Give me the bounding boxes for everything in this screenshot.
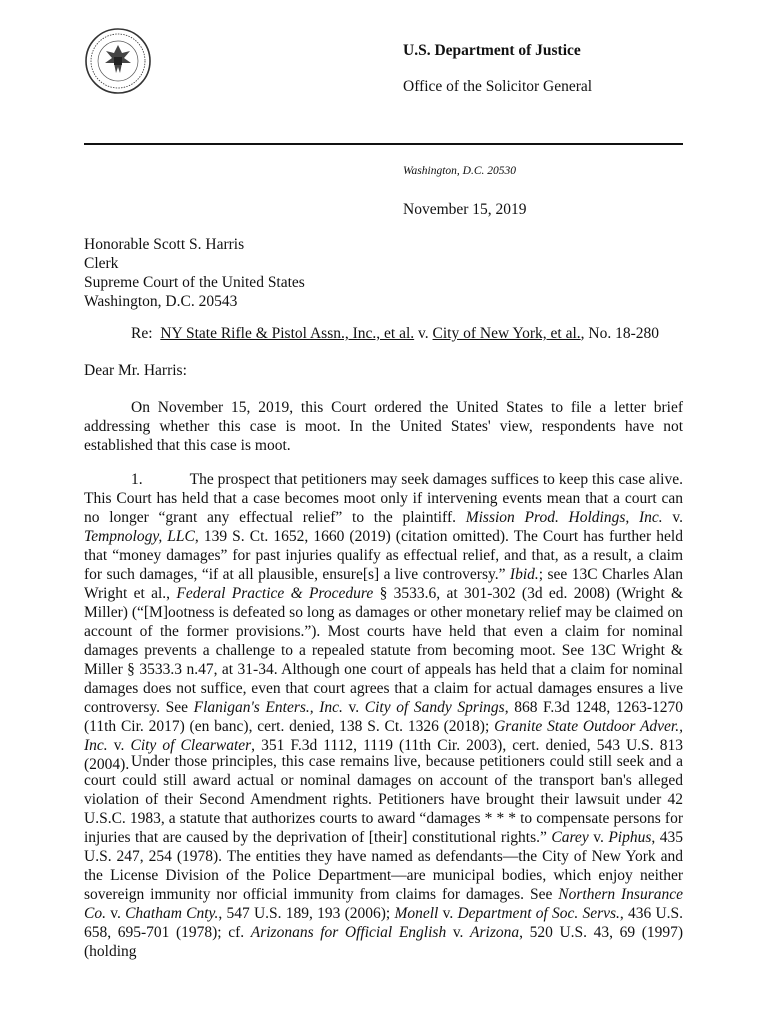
versus: v. (348, 699, 360, 716)
letter-date: November 15, 2019 (403, 201, 527, 218)
body-text: ; see 13C Charles Alan Wright et al., (84, 566, 683, 602)
addressee-city: Washington, D.C. 20543 (84, 293, 238, 310)
case-name: Tempnology, LLC (84, 528, 195, 545)
body-text: , 520 U.S. 43, 69 (1997) (holding (84, 924, 684, 960)
body-text: , 351 F.3d 1112, 1119 (11th Cir. 2003), cert. denied, 543 U.S. 813 (2004). (84, 737, 684, 773)
re-line (131, 325, 659, 343)
case-name: Arizona (470, 924, 520, 941)
office-name: Office of the Solicitor General (403, 78, 593, 95)
paragraph-number: 1. (131, 471, 143, 488)
versus: v. (110, 905, 121, 922)
re-prefix: Re: (131, 325, 153, 342)
addressee-name: Honorable Scott S. Harris (84, 236, 245, 253)
addressee-title: Clerk (84, 255, 119, 272)
re-versus: v. (418, 325, 429, 342)
versus: v. (442, 905, 454, 922)
versus: v. (452, 924, 464, 941)
case-name: Carey (551, 829, 589, 846)
salutation: Dear Mr. Harris: (84, 362, 187, 379)
city-line: Washington, D.C. 20530 (403, 165, 516, 177)
re-respondent: City of New York, et al. (432, 325, 581, 342)
body-text: , 547 U.S. 189, 193 (2006); (218, 905, 391, 922)
letterhead-divider (84, 143, 683, 145)
body-text: , 139 S. Ct. 1652, 1660 (2019) (citation omitted). The Court has further held that “money damages” for past injuries qualify as effectual relief, and that, as a result, a claim for such damages, “if at all plausible, ensure[s] a live controversy.” (84, 528, 683, 583)
addressee-block (84, 235, 305, 311)
case-name: Northern Insurance Co. (84, 886, 684, 922)
case-name: Department of Soc. Servs. (457, 905, 620, 922)
treatise-title: Federal Practice & Procedure (176, 585, 374, 602)
case-name: Mission Prod. Holdings, Inc. (465, 509, 663, 526)
re-docket: , No. 18-280 (580, 325, 659, 342)
case-name: City of Clearwater (130, 737, 252, 754)
case-name: Monell (394, 905, 439, 922)
addressee-court: Supreme Court of the United States (84, 274, 305, 291)
case-name: City of Sandy Springs (364, 699, 505, 716)
case-name: Chatham Cnty. (125, 905, 219, 922)
case-name: Flanigan's Enters., Inc. (193, 699, 343, 716)
re-petitioner: NY State Rifle & Pistol Assn., Inc., et al. (160, 325, 415, 342)
case-name: Granite State Outdoor Adver., Inc. (84, 718, 683, 754)
body-text: , 436 U.S. 658, 695-701 (1978); cf. (84, 905, 684, 941)
versus: v. (593, 829, 604, 846)
paragraph-2 (84, 470, 683, 774)
versus: v. (672, 509, 684, 526)
letterhead (403, 42, 592, 96)
case-name: Arizonans for Official English (250, 924, 447, 941)
doj-seal-icon (84, 27, 152, 95)
body-text: Under those principles, this case remains live, because petitioners could still seek and a court could still award actual or nominal damages on account of the transport ban's alleged violation of their Second Amendment rights. Petitioners have brought their lawsuit under 42 U.S.C. 1983, a statute that authorizes courts to award “damages * * * to compensate persons for injuries that are caused by the deprivation of [their] constitutional rights.” (84, 753, 683, 846)
department-name: U.S. Department of Justice (403, 42, 581, 59)
paragraph-3 (84, 752, 683, 961)
case-name: Piphus (608, 829, 652, 846)
body-text: , 868 F.3d 1248, 1263-1270 (11th Cir. 2017) (en banc), cert. denied, 138 S. Ct. 1326 (2018); (84, 699, 684, 735)
citation-ibid: Ibid. (509, 566, 539, 583)
versus: v. (113, 737, 125, 754)
paragraph-1: On November 15, 2019, this Court ordered the United States to file a letter brief addressing whether this case is moot. In the United States' view, respondents have not established that this case is moot. (84, 399, 683, 454)
body-text: § 3533.6, at 301-302 (3d ed. 2008) (Wright & Miller) (“[M]ootness is defeated so long as damages or other monetary relief may be claimed on account of the former provisions.”). Most courts have held that even a claim for nominal damages prevents a challenge to a repealed statute from becoming moot. See 13C Wright & Miller § 3533.3 n.47, at 31-34. Although one court of appeals has held that a claim for nominal damages does not suffice, even that court agrees that a claim for actual damages ensures a live controversy. See (84, 585, 684, 716)
body-text: , 435 U.S. 247, 254 (1978). The entities they have named as defendants—the City of New York and the License Division of the Police Department—are municipal bodies, which enjoy neither sovereign immunity nor official immunity from claims for damages. See (84, 829, 684, 903)
body-text: The prospect that petitioners may seek damages suffices to keep this case alive. This Court has held that a case becomes moot only if intervening events mean that a court can no longer “grant any effectual relief” to the plaintiff. (84, 471, 683, 526)
